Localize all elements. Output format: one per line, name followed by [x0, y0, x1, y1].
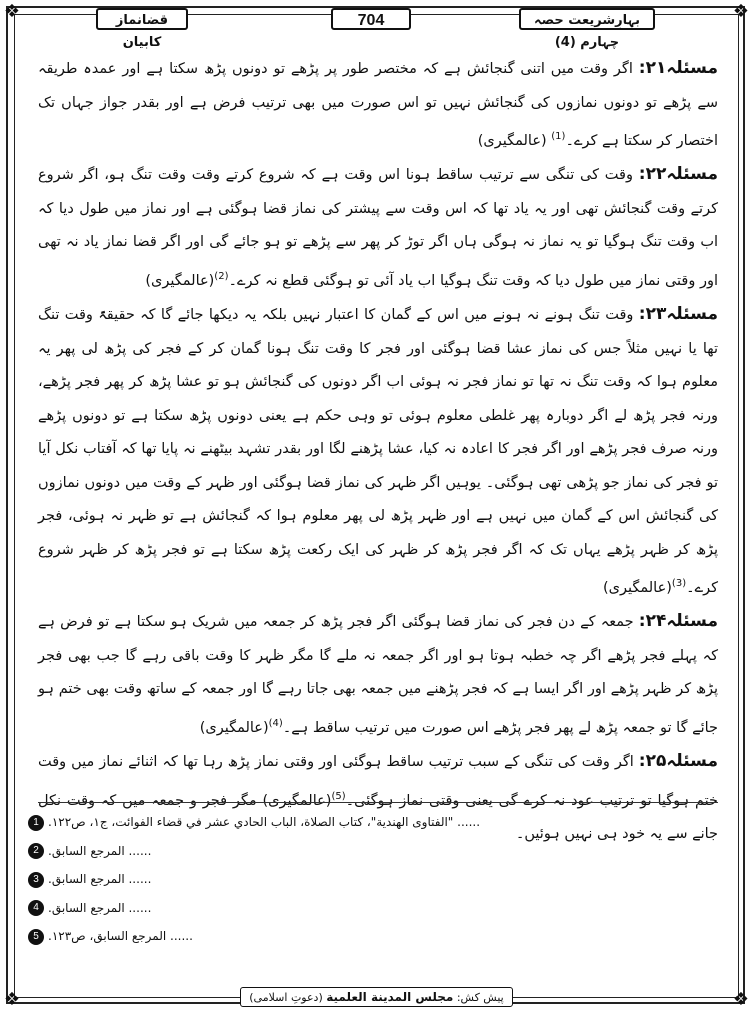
masala-label: مسئلہ۲۵: [638, 751, 718, 772]
masala-text: جمعہ کے دن فجر کی نماز قضا ہوگئی اگر فجر پڑھ کر جمعہ میں شریک ہو سکتا ہے تو فرض ہے کہ پہلے فجر پڑھے اگر چہ خطبہ ہوتا ہو اور اگر جمعہ نہ ملے گا مگر ظہر کا وقت باقی رہے گا جب بھی فجر پڑھ کر ظہر پڑھے اور اگر ایسا ہے کہ فجر پڑھنے میں جمعہ بھی جاتا رہے گا اور جمعہ کے ساتھ وقت بھی ختم ہو جائے گا تو جمعہ پڑھ لے پھر فجر پڑھے اس صورت میں ترتیب ساقط ہے۔ [38, 614, 718, 736]
footnote-ref[interactable]: (2) [214, 270, 229, 282]
masala-source: (عالمگیری) [477, 132, 552, 149]
main-text [38, 52, 718, 852]
footnotes [28, 808, 718, 951]
ornament-corner-icon: ❖ [732, 1, 750, 22]
footnote-number: 2 [28, 843, 44, 859]
footnote-ref[interactable]: (5) [331, 790, 346, 802]
publisher-name: مجلس المدينة العلمية [326, 990, 454, 1004]
masala-21 [38, 52, 718, 158]
masala-text: وقت کی تنگی سے ترتیب ساقط ہونا اس وقت ہے کہ شروع کرتے وقت وقت تنگ ہو، اگر شروع کرتے وقت گنجائش تھی اور یہ یاد تھا کہ اس وقت سے پیشتر کی نماز قضا ہوگئی ہے اور نماز میں طول دیا کہ اب وقت تنگ ہوگیا تو یہ نماز نہ ہوگی ہاں اگر توڑ کر پھر سے پڑھے تو ہو جائے گی اور اگر قضا نماز یاد نہ تھی اور وقتی نماز میں طول دیا کہ وقت تنگ ہوگیا اب یاد آئی تو ہوگئی قطع نہ کرے۔ [38, 167, 718, 289]
footnote-ref[interactable]: (4) [268, 717, 283, 729]
ornament-corner-icon: ❖ [3, 1, 21, 22]
ornament-corner-icon: ❖ [3, 989, 21, 1010]
page-number: 704 [331, 8, 411, 30]
footnote-text: ...... "الفتاوى الهندية"، كتاب الصلاة، الباب الحادي عشر في قضاء الفوائت، ج١، ص١٢٢. [48, 815, 481, 829]
masala-label: مسئلہ۲۱: [638, 58, 718, 78]
masala-source: (عالمگیری) مگر فجر و جمعہ میں کہ وقت نکل جانے سے یہ خود ہی نہیں ہوئیں۔ [38, 792, 718, 843]
footnote-item [28, 865, 718, 894]
footnote-ref[interactable]: (3) [671, 578, 687, 590]
page-footer [0, 986, 753, 1007]
masala-label: مسئلہ۲۲: [638, 164, 718, 185]
footnote-item [28, 894, 718, 923]
chapter-title: قضانماز کابیان [96, 8, 188, 30]
masala-source: (عالمگیری) [145, 272, 215, 289]
footnote-divider [38, 802, 718, 803]
masala-label: مسئلہ۲۴: [638, 611, 718, 632]
ornament-corner-icon: ❖ [732, 989, 750, 1010]
publisher-suffix: (دعوتِ اسلامی) [249, 991, 323, 1004]
footnote-number: 3 [28, 872, 44, 888]
masala-22 [38, 158, 718, 298]
footnote-ref[interactable]: (1) [551, 131, 566, 142]
footnote-text: ...... المرجع السابق. [48, 872, 152, 886]
masala-source: (عالمگیری) [602, 579, 672, 596]
footnote-item [28, 922, 718, 951]
footnote-item [28, 808, 718, 837]
footnote-number: 1 [28, 815, 44, 831]
masala-text: وقت تنگ ہونے نہ ہونے میں اس کے گمان کا اعتبار نہیں بلکہ یہ دیکھا جائے گا کہ حقیقۃً وقت تنگ تھا یا نہیں مثلاً جس کی نماز عشا قضا ہوگئی اور فجر کا وقت تنگ ہونا گمان کر کے فجر کی پڑھ لی پھر یہ معلوم ہوا کہ وقت تنگ نہ تھا تو نماز فجر نہ ہوئی اب اگر دونوں کی گنجائش ہو تو عشا پڑھ کر پھر فجر پڑھے، ورنہ فجر پڑھ لے اگر دوبارہ پھر غلطی معلوم ہوئی تو وہی حکم ہے یعنی دونوں پڑھ سکتا ہے تو دونوں پڑھے ورنہ صرف فجر پڑھے اور اگر فجر کا اعادہ نہ کیا، عشا پڑھنے لگا اور بقدر تشہد بیٹھنے نہ پایا تھا کہ آفتاب نکل آیا تو فجر کی نماز جو پڑھی تھی ہوگئی۔ یوہیں اگر ظہر کی نماز قضا ہوگئی اور ظہر کے وقت میں دونوں نمازوں کی گنجائش اس کے گمان میں نہیں ہے اور ظہر پڑھ لی پھر معلوم ہوا کہ گنجائش ہے تو ظہر نہ ہوئی، فجر پڑھ کر ظہر پڑھے یہاں تک کہ اگر فجر پڑھ کر ظہر کی ایک رکعت پڑھ سکتا ہے تو فجر پڑھ کر ظہر شروع کرے۔ [38, 307, 718, 596]
publisher-prefix: پیش کش: [456, 991, 504, 1004]
page-header [0, 8, 753, 50]
footnote-text: ...... المرجع السابق. [48, 900, 152, 915]
masala-label: مسئلہ۲۳: [638, 304, 718, 325]
masala-text: اگر وقت کی تنگی کے سبب ترتیب ساقط ہوگئی اور وقتی نماز پڑھ رہا تھا کہ اثنائے نماز میں وقت ختم ہوگیا تو ترتیب عود نہ کرے گی یعنی وقتی نماز ہوگئی۔ [38, 754, 718, 809]
masala-text: اگر وقت میں اتنی گنجائش ہے کہ مختصر طور پر پڑھے تو دونوں پڑھ سکتا ہے اور عمدہ طریقہ سے پڑھے تو دونوں نمازوں کی گنجائش نہیں تو اس صورت میں بھی ترتیب فرض ہے اور بقدر جواز جہاں تک اختصار کر سکتا ہے کرے۔ [38, 61, 718, 149]
footnote-number: 4 [28, 900, 44, 916]
masala-24 [38, 605, 718, 745]
footnote-number: 5 [28, 929, 44, 945]
footnote-item [28, 837, 718, 866]
masala-23 [38, 298, 718, 605]
masala-source: (عالمگیری) [199, 719, 269, 736]
footnote-text: ...... المرجع السابق، ص١٢٣. [48, 929, 193, 943]
footnote-text: ...... المرجع السابق. [48, 843, 152, 858]
publisher-box [240, 987, 512, 1007]
book-title: بہارِشریعت حصہ چہارم (4) [519, 8, 655, 30]
